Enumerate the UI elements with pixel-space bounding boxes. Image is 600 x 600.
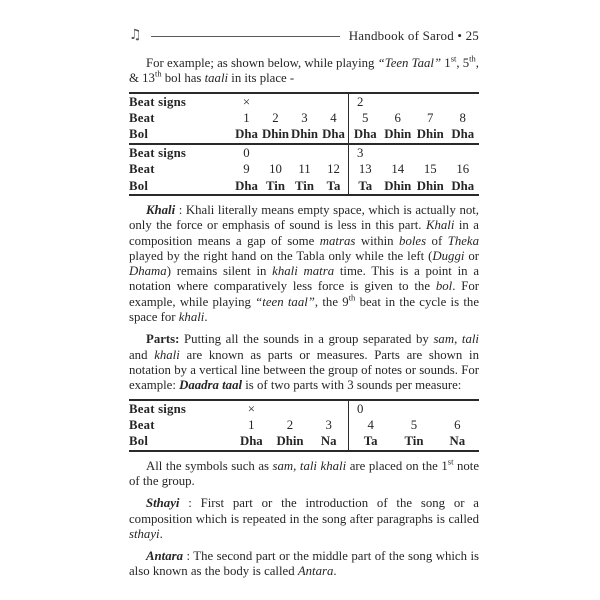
- beat-sign-cell: 3: [357, 145, 364, 160]
- daadra-taal-table: [129, 399, 479, 452]
- text-italic: tali: [461, 332, 479, 347]
- beat-sign-cell: ×: [242, 94, 251, 109]
- text: note of the group.: [129, 458, 480, 488]
- measure-right: [348, 401, 479, 417]
- empty-cell: [388, 94, 419, 110]
- bol-cell: Dha: [451, 127, 475, 142]
- beat-cell: 2: [286, 417, 294, 432]
- superscript: st: [447, 456, 454, 467]
- text: are placed on the 1: [346, 458, 448, 473]
- text: .: [159, 526, 163, 541]
- measure-left: [232, 94, 348, 110]
- measure-left: [232, 145, 348, 161]
- text: ) remains silent in: [166, 264, 273, 279]
- beat-cell: 16: [456, 162, 470, 177]
- running-title: Handbook of Sarod • 25: [348, 28, 479, 43]
- measure-left: [232, 417, 348, 433]
- text: , the 9: [314, 294, 349, 309]
- row-label: Beat: [129, 110, 155, 125]
- row-label: Beat signs: [129, 94, 187, 109]
- beat-sign-cell: 0: [243, 145, 250, 160]
- superscript: th: [154, 69, 162, 80]
- text-italic: Duggi: [432, 248, 465, 263]
- measure-right: [348, 126, 479, 142]
- text: and: [129, 347, 155, 362]
- bol-cell: Na: [449, 434, 466, 449]
- beat-signs-row: [129, 145, 479, 161]
- bol-cell: Dha: [353, 127, 377, 142]
- beamed-music-notes-icon: ♫: [129, 27, 142, 43]
- empty-cell: [398, 401, 439, 417]
- bol-row: [129, 178, 479, 194]
- symbols-note-paragraph: [129, 456, 480, 490]
- beat-signs-row: [129, 94, 479, 110]
- bol-row: [129, 433, 479, 449]
- beat-cell: 14: [391, 162, 405, 177]
- empty-cell: [388, 145, 419, 161]
- text: are known as parts or measures. Parts are shown in notation by a vertical line between the group of notes or sounds. For example:: [129, 347, 479, 393]
- teen-taal-table: [129, 92, 479, 196]
- bol-cell: Tin: [266, 178, 285, 193]
- text-italic: sam: [433, 332, 455, 347]
- measure-right: [348, 161, 479, 177]
- empty-cell: [290, 145, 319, 161]
- text: or: [464, 248, 480, 263]
- empty-cell: [449, 94, 480, 110]
- beat-cell: 4: [330, 110, 337, 125]
- bol-cell: Dha: [235, 127, 258, 142]
- beat-cell: 4: [367, 417, 374, 432]
- text-italic: Antara: [297, 564, 334, 579]
- text: ,: [454, 332, 462, 347]
- measure-right: [348, 433, 479, 449]
- text: within: [355, 233, 400, 248]
- text: . For example, while playing: [129, 279, 480, 309]
- superscript: st: [450, 53, 457, 64]
- text-italic: sam, tali khali: [272, 458, 347, 473]
- beat-row: [129, 161, 479, 177]
- text-italic: “teen taal”: [255, 294, 315, 309]
- bol-cell: Ta: [326, 178, 341, 193]
- row-label: Bol: [129, 127, 149, 142]
- text: All the symbols such as: [146, 458, 273, 473]
- beat-cell: 7: [427, 110, 434, 125]
- bol-cell: Na: [320, 434, 337, 449]
- empty-cell: [449, 145, 480, 161]
- measure-right: [348, 110, 479, 126]
- row-label: Beat: [129, 162, 155, 177]
- text: bol has: [161, 71, 205, 86]
- text-italic: khali matra: [272, 264, 335, 279]
- text: in its place -: [228, 71, 295, 86]
- empty-cell: [309, 401, 348, 417]
- bol-cell: Dha: [451, 178, 475, 193]
- bol-cell: Dhin: [384, 178, 412, 193]
- term-heading: Sthayi: [146, 496, 180, 511]
- beat-cell: 6: [394, 110, 401, 125]
- beat-cell: 1: [243, 110, 250, 125]
- table-section-2: [129, 143, 479, 194]
- superscript: th: [348, 292, 356, 303]
- row-label: Bol: [129, 178, 149, 193]
- text: : First part or the introduction of the song or a composition which is repeated in the song after paragraphs is called: [129, 496, 479, 526]
- beat-sign-cell: ×: [247, 401, 255, 416]
- row-label: Beat: [129, 417, 155, 432]
- bol-cell: Dhin: [276, 434, 304, 449]
- text: played by the right hand on the Tabla only while the left (: [129, 248, 433, 263]
- measure-left: [232, 126, 348, 142]
- beat-cell: 1: [248, 417, 255, 432]
- row-label: Beat signs: [129, 145, 187, 160]
- beat-signs-row: [129, 401, 479, 417]
- sthayi-paragraph: [129, 496, 479, 542]
- text: time. This is a point in a notation where comparatively less force is given to the: [129, 264, 479, 294]
- row-label: Beat signs: [129, 401, 187, 416]
- beat-cell: 13: [358, 162, 372, 177]
- text: 1: [441, 56, 451, 70]
- page-header: [129, 26, 479, 46]
- text-italic: sthayi: [129, 526, 160, 541]
- beat-sign-cell: 2: [357, 94, 364, 109]
- text-italic: Theka: [447, 233, 479, 248]
- table-section-1: [129, 401, 479, 450]
- beat-cell: 8: [459, 110, 466, 125]
- text: .: [204, 310, 208, 325]
- bol-cell: Dha: [235, 178, 258, 193]
- empty-cell: [438, 401, 479, 417]
- bol-cell: Dha: [322, 127, 345, 142]
- bol-cell: Dhin: [384, 127, 412, 142]
- measure-left: [232, 161, 348, 177]
- table-section-1: [129, 94, 479, 143]
- empty-cell: [271, 401, 310, 417]
- term-heading: Khali: [146, 202, 176, 217]
- beat-cell: 12: [327, 162, 340, 177]
- antara-paragraph: [129, 549, 479, 580]
- bol-cell: Ta: [363, 434, 378, 449]
- beat-cell: 6: [454, 417, 461, 432]
- beat-cell: 5: [362, 110, 369, 125]
- bol-cell: Ta: [358, 178, 373, 193]
- text: of: [426, 233, 448, 248]
- text: in a composition means a gap of some: [129, 218, 479, 248]
- beat-cell: 2: [272, 110, 279, 125]
- beat-cell: 9: [243, 162, 250, 177]
- beat-sign-cell: 0: [357, 401, 364, 416]
- text-bold-italic: Daadra taal: [179, 378, 243, 393]
- intro-paragraph: [129, 53, 479, 87]
- measure-right: [348, 145, 479, 161]
- parts-paragraph: [129, 332, 479, 393]
- text: , 5: [456, 56, 470, 70]
- empty-cell: [290, 94, 319, 110]
- bol-cell: Dhin: [290, 127, 319, 142]
- beat-row: [129, 110, 479, 126]
- text-italic: khali: [178, 310, 205, 325]
- beat-cell: 15: [423, 162, 437, 177]
- measure-right: [348, 178, 479, 194]
- superscript: th: [469, 53, 476, 64]
- bol-row: [129, 126, 479, 142]
- measure-right: [348, 417, 479, 433]
- bol-cell: Tin: [295, 178, 314, 193]
- text: : Khali literally means empty space, which is actually not, only the force or emphasis of sound is less in this part.: [129, 202, 479, 233]
- bol-cell: Dha: [239, 434, 263, 449]
- text: , & 13: [129, 56, 479, 86]
- term-heading: Parts:: [146, 332, 180, 347]
- empty-cell: [418, 145, 449, 161]
- bol-cell: Dhin: [261, 127, 290, 142]
- text-italic: taali: [204, 71, 229, 86]
- measure-left: [232, 178, 348, 194]
- text: : The second part or the middle part of the song which is also known as the body is called: [129, 549, 479, 579]
- measure-left: [232, 110, 348, 126]
- beat-cell: 5: [410, 417, 418, 432]
- row-label: Bol: [129, 434, 149, 449]
- bol-cell: Dhin: [416, 127, 444, 142]
- beat-cell: 3: [301, 110, 308, 125]
- measure-right: [348, 94, 479, 110]
- header-rule: [151, 36, 340, 37]
- text-italic: bol: [435, 279, 453, 294]
- beat-cell: 10: [269, 162, 282, 177]
- bol-cell: Dhin: [416, 178, 444, 193]
- beat-cell: 3: [325, 417, 332, 432]
- measure-left: [232, 433, 348, 449]
- empty-cell: [319, 145, 348, 161]
- text-italic: Khali: [425, 218, 455, 233]
- text-italic: Dhama: [129, 264, 167, 279]
- khali-paragraph: [129, 203, 479, 325]
- text-italic: “Teen Taal”: [377, 56, 442, 70]
- term-heading: Antara: [146, 549, 183, 564]
- text: beat in the cycle is the space for: [129, 294, 479, 325]
- empty-cell: [261, 94, 290, 110]
- text-italic: matras: [319, 233, 356, 248]
- text: Putting all the sounds in a group separated by: [179, 332, 434, 347]
- empty-cell: [319, 94, 348, 110]
- text: .: [333, 564, 337, 579]
- text: is of two parts with 3 sounds per measure:: [242, 378, 462, 393]
- beat-row: [129, 417, 479, 433]
- empty-cell: [261, 145, 290, 161]
- bol-cell: Tin: [404, 434, 424, 449]
- text: For example; as shown below, while playing: [146, 56, 378, 70]
- empty-cell: [418, 94, 449, 110]
- text-italic: boles: [399, 233, 427, 248]
- measure-left: [232, 401, 348, 417]
- text-italic: khali: [154, 347, 180, 362]
- beat-cell: 11: [298, 162, 311, 177]
- book-page: [129, 26, 479, 580]
